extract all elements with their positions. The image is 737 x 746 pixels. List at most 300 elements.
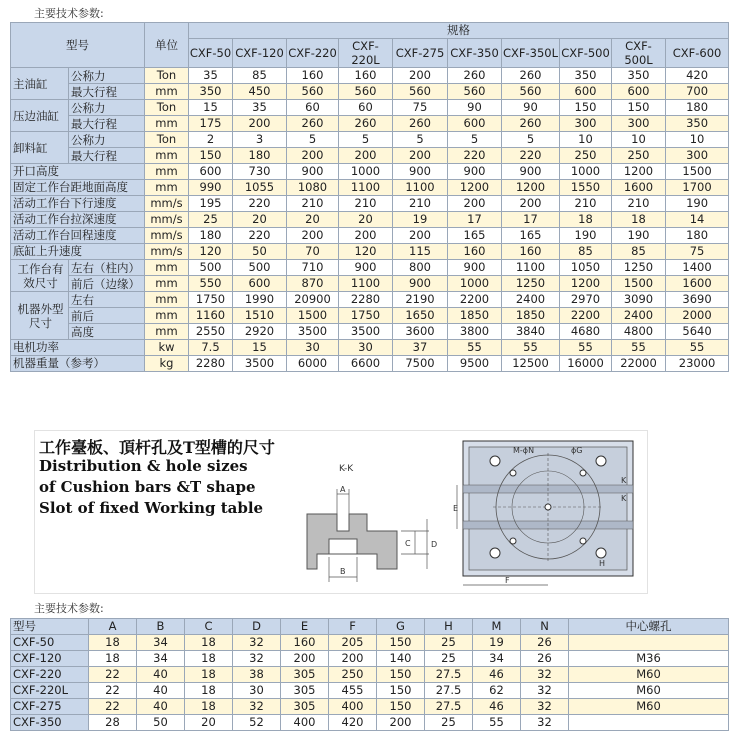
model-header: CXF-220L: [339, 39, 393, 68]
row-label: 固定工作台距地面高度: [11, 180, 145, 196]
value-cell: 1750: [189, 292, 233, 308]
value-cell: 3500: [287, 324, 339, 340]
value-cell: 260: [393, 116, 448, 132]
model-header: CXF-50: [189, 39, 233, 68]
value-cell: 210: [287, 196, 339, 212]
unit-cell: mm: [145, 164, 189, 180]
value-cell: 34: [137, 651, 185, 667]
value-cell: 5640: [666, 324, 729, 340]
value-cell: 55: [666, 340, 729, 356]
table-row: [11, 651, 729, 667]
value-cell: 1100: [339, 180, 393, 196]
value-cell: 40: [137, 683, 185, 699]
value-cell: 20: [233, 212, 287, 228]
unit-cell: mm: [145, 260, 189, 276]
value-cell: 120: [339, 244, 393, 260]
model-header: CXF-500: [560, 39, 612, 68]
unit-cell: mm: [145, 324, 189, 340]
value-cell: 1700: [666, 180, 729, 196]
value-cell: 700: [666, 84, 729, 100]
value-cell: M60: [569, 683, 729, 699]
value-cell: 2000: [666, 308, 729, 324]
value-cell: 200: [448, 196, 502, 212]
header-model: 型号: [11, 23, 145, 68]
value-cell: 305: [281, 667, 329, 683]
model-header: CXF-350: [448, 39, 502, 68]
value-cell: 710: [287, 260, 339, 276]
value-cell: 30: [339, 340, 393, 356]
value-cell: 55: [560, 340, 612, 356]
value-cell: 550: [189, 276, 233, 292]
label-e: E: [453, 504, 459, 513]
value-cell: 220: [502, 148, 560, 164]
table-row: [11, 635, 729, 651]
label-k-bottom: K: [621, 494, 627, 503]
value-cell: 46: [473, 667, 521, 683]
value-cell: 1100: [393, 180, 448, 196]
table-row: [11, 667, 729, 683]
value-cell: 18: [89, 651, 137, 667]
value-cell: 85: [233, 68, 287, 84]
column-header: G: [377, 619, 425, 635]
value-cell: [569, 635, 729, 651]
value-cell: 600: [189, 164, 233, 180]
value-cell: 220: [448, 148, 502, 164]
value-cell: 17: [448, 212, 502, 228]
value-cell: [569, 715, 729, 731]
table-row: [11, 260, 729, 276]
table-row: [11, 699, 729, 715]
value-cell: 19: [393, 212, 448, 228]
value-cell: 90: [502, 100, 560, 116]
value-cell: 160: [281, 635, 329, 651]
value-cell: 900: [339, 260, 393, 276]
value-cell: 1990: [233, 292, 287, 308]
value-cell: 1550: [560, 180, 612, 196]
row-label: 电机功率: [11, 340, 145, 356]
value-cell: 600: [612, 84, 666, 100]
value-cell: 26: [521, 635, 569, 651]
value-cell: 35: [233, 100, 287, 116]
value-cell: 2: [189, 132, 233, 148]
value-cell: 990: [189, 180, 233, 196]
value-cell: 18: [612, 212, 666, 228]
value-cell: 900: [448, 260, 502, 276]
value-cell: 7500: [393, 356, 448, 372]
unit-cell: Ton: [145, 132, 189, 148]
value-cell: 3: [233, 132, 287, 148]
value-cell: 18: [185, 699, 233, 715]
value-cell: 1100: [339, 276, 393, 292]
value-cell: 5: [502, 132, 560, 148]
value-cell: 12500: [502, 356, 560, 372]
value-cell: 500: [233, 260, 287, 276]
value-cell: 150: [377, 635, 425, 651]
value-cell: 220: [233, 228, 287, 244]
table-row: [11, 68, 729, 84]
unit-cell: mm/s: [145, 228, 189, 244]
value-cell: 560: [339, 84, 393, 100]
value-cell: 1750: [339, 308, 393, 324]
table-row: [11, 132, 729, 148]
row-label: 活动工作台回程速度: [11, 228, 145, 244]
value-cell: 18: [185, 683, 233, 699]
value-cell: 200: [502, 196, 560, 212]
value-cell: 16000: [560, 356, 612, 372]
dim-b: B: [340, 567, 346, 576]
value-cell: 150: [612, 100, 666, 116]
value-cell: 730: [233, 164, 287, 180]
value-cell: 3690: [666, 292, 729, 308]
row-label: 左右: [69, 292, 145, 308]
value-cell: 85: [612, 244, 666, 260]
value-cell: 200: [339, 228, 393, 244]
value-cell: 1250: [612, 260, 666, 276]
row-label: 公称力: [69, 132, 145, 148]
value-cell: 70: [287, 244, 339, 260]
value-cell: 560: [393, 84, 448, 100]
value-cell: 150: [560, 100, 612, 116]
drawing-title-en-3: Slot of fixed Working table: [39, 499, 264, 517]
value-cell: 560: [287, 84, 339, 100]
value-cell: 455: [329, 683, 377, 699]
value-cell: 30: [287, 340, 339, 356]
label-m-n: M-ϕN: [513, 446, 535, 455]
value-cell: 160: [287, 68, 339, 84]
unit-cell: Ton: [145, 100, 189, 116]
model-header: CXF-600: [666, 39, 729, 68]
value-cell: 25: [425, 635, 473, 651]
value-cell: 27.5: [425, 699, 473, 715]
unit-cell: Ton: [145, 68, 189, 84]
value-cell: 200: [393, 148, 448, 164]
unit-cell: mm/s: [145, 212, 189, 228]
value-cell: 180: [666, 100, 729, 116]
value-cell: 300: [560, 116, 612, 132]
value-cell: 25: [189, 212, 233, 228]
value-cell: 200: [393, 228, 448, 244]
value-cell: 2400: [612, 308, 666, 324]
value-cell: 15: [233, 340, 287, 356]
unit-cell: mm: [145, 276, 189, 292]
value-cell: 450: [233, 84, 287, 100]
value-cell: 46: [473, 699, 521, 715]
value-cell: 200: [281, 651, 329, 667]
dimension-table: [10, 618, 729, 731]
dim-a: A: [340, 485, 346, 494]
value-cell: 75: [666, 244, 729, 260]
value-cell: 420: [329, 715, 377, 731]
table-row: [11, 276, 729, 292]
value-cell: 26: [521, 651, 569, 667]
worktable-drawing: [34, 430, 648, 594]
value-cell: 3500: [339, 324, 393, 340]
value-cell: 2550: [189, 324, 233, 340]
value-cell: 34: [137, 635, 185, 651]
table-plan-diagram: [453, 433, 643, 593]
value-cell: 150: [377, 699, 425, 715]
value-cell: 1200: [560, 276, 612, 292]
value-cell: 2970: [560, 292, 612, 308]
value-cell: 150: [189, 148, 233, 164]
value-cell: 38: [233, 667, 281, 683]
value-cell: 1650: [393, 308, 448, 324]
label-h: H: [599, 559, 606, 568]
value-cell: 900: [502, 164, 560, 180]
value-cell: 250: [329, 667, 377, 683]
table-row: [11, 164, 729, 180]
value-cell: 34: [473, 651, 521, 667]
value-cell: 900: [448, 164, 502, 180]
table-row: [11, 100, 729, 116]
value-cell: 1850: [502, 308, 560, 324]
unit-cell: kg: [145, 356, 189, 372]
value-cell: 22: [89, 699, 137, 715]
value-cell: 180: [666, 228, 729, 244]
value-cell: 140: [377, 651, 425, 667]
value-cell: 32: [233, 651, 281, 667]
value-cell: 1500: [287, 308, 339, 324]
value-cell: 10: [560, 132, 612, 148]
value-cell: 37: [393, 340, 448, 356]
section2-title: 主要技术参数:: [34, 602, 104, 615]
value-cell: 5: [339, 132, 393, 148]
column-header: 型号: [11, 619, 89, 635]
value-cell: 4800: [612, 324, 666, 340]
model-cell: CXF-120: [11, 651, 89, 667]
value-cell: 115: [393, 244, 448, 260]
value-cell: 160: [502, 244, 560, 260]
table-row: [11, 196, 729, 212]
value-cell: 6000: [287, 356, 339, 372]
value-cell: 1500: [666, 164, 729, 180]
value-cell: 55: [612, 340, 666, 356]
row-label: 高度: [69, 324, 145, 340]
value-cell: 350: [666, 116, 729, 132]
value-cell: 18: [89, 635, 137, 651]
unit-cell: kw: [145, 340, 189, 356]
value-cell: 20: [339, 212, 393, 228]
value-cell: 3840: [502, 324, 560, 340]
row-label: 底缸上升速度: [11, 244, 145, 260]
value-cell: 220: [233, 196, 287, 212]
value-cell: 195: [189, 196, 233, 212]
value-cell: 15: [189, 100, 233, 116]
table-row: [11, 212, 729, 228]
header-spec: 规格: [189, 23, 729, 39]
value-cell: 160: [339, 68, 393, 84]
table-row: [11, 180, 729, 196]
group-label: 工作台有效尺寸: [11, 260, 69, 292]
model-cell: CXF-220: [11, 667, 89, 683]
value-cell: 40: [137, 699, 185, 715]
value-cell: 350: [189, 84, 233, 100]
value-cell: 60: [287, 100, 339, 116]
column-header: D: [233, 619, 281, 635]
value-cell: 600: [560, 84, 612, 100]
value-cell: 62: [473, 683, 521, 699]
value-cell: 800: [393, 260, 448, 276]
value-cell: 55: [448, 340, 502, 356]
unit-cell: mm: [145, 180, 189, 196]
unit-cell: mm: [145, 148, 189, 164]
row-label: 前后: [69, 308, 145, 324]
column-header: B: [137, 619, 185, 635]
model-header: CXF-500L: [612, 39, 666, 68]
value-cell: 2920: [233, 324, 287, 340]
value-cell: 420: [666, 68, 729, 84]
row-label: 最大行程: [69, 116, 145, 132]
value-cell: 1055: [233, 180, 287, 196]
table-row: [11, 228, 729, 244]
model-header: CXF-350L: [502, 39, 560, 68]
unit-cell: mm/s: [145, 244, 189, 260]
value-cell: 600: [448, 116, 502, 132]
dim-d: D: [431, 540, 438, 549]
column-header: E: [281, 619, 329, 635]
value-cell: 300: [612, 116, 666, 132]
value-cell: 55: [502, 340, 560, 356]
model-cell: CXF-50: [11, 635, 89, 651]
value-cell: 35: [189, 68, 233, 84]
value-cell: 1050: [560, 260, 612, 276]
model-header: CXF-220: [287, 39, 339, 68]
value-cell: 165: [448, 228, 502, 244]
row-label: 左右（柱内）: [69, 260, 145, 276]
value-cell: 560: [502, 84, 560, 100]
table-row: [11, 715, 729, 731]
value-cell: 3090: [612, 292, 666, 308]
table-row: [11, 292, 729, 308]
label-phi-g: ϕG: [571, 446, 583, 455]
value-cell: 870: [287, 276, 339, 292]
value-cell: 200: [329, 651, 377, 667]
table-row: [11, 683, 729, 699]
value-cell: 305: [281, 699, 329, 715]
value-cell: 20: [287, 212, 339, 228]
main-spec-table: [10, 22, 729, 372]
value-cell: 400: [281, 715, 329, 731]
value-cell: 210: [612, 196, 666, 212]
value-cell: 5: [287, 132, 339, 148]
value-cell: 1600: [612, 180, 666, 196]
model-cell: CXF-275: [11, 699, 89, 715]
value-cell: 400: [329, 699, 377, 715]
value-cell: 900: [287, 164, 339, 180]
table-row: [11, 340, 729, 356]
drawing-title-cn: 工作臺板、頂杆孔及T型槽的尺寸: [39, 438, 275, 457]
value-cell: 7.5: [189, 340, 233, 356]
label-f: F: [505, 576, 510, 585]
row-label: 活动工作台下行速度: [11, 196, 145, 212]
value-cell: 600: [233, 276, 287, 292]
value-cell: 180: [189, 228, 233, 244]
value-cell: 350: [612, 68, 666, 84]
value-cell: 900: [393, 276, 448, 292]
row-label: 前后（边缘）: [69, 276, 145, 292]
value-cell: 1200: [448, 180, 502, 196]
value-cell: 85: [560, 244, 612, 260]
table-row: [11, 116, 729, 132]
value-cell: 205: [329, 635, 377, 651]
table-row: [11, 308, 729, 324]
value-cell: 190: [612, 228, 666, 244]
value-cell: 260: [448, 68, 502, 84]
value-cell: 200: [377, 715, 425, 731]
model-header: CXF-120: [233, 39, 287, 68]
table-row: [11, 244, 729, 260]
value-cell: 25: [425, 715, 473, 731]
value-cell: 50: [233, 244, 287, 260]
group-label: 卸料缸: [11, 132, 69, 164]
value-cell: 160: [448, 244, 502, 260]
value-cell: 260: [502, 116, 560, 132]
header-row: [11, 23, 729, 39]
value-cell: 200: [393, 68, 448, 84]
value-cell: 1000: [560, 164, 612, 180]
row-label: 公称力: [69, 68, 145, 84]
value-cell: 2280: [189, 356, 233, 372]
value-cell: 1500: [612, 276, 666, 292]
column-header: F: [329, 619, 377, 635]
row-label: 最大行程: [69, 84, 145, 100]
value-cell: 60: [339, 100, 393, 116]
unit-cell: mm/s: [145, 196, 189, 212]
value-cell: 190: [560, 228, 612, 244]
model-cell: CXF-350: [11, 715, 89, 731]
row-label: 活动工作台拉深速度: [11, 212, 145, 228]
value-cell: 300: [666, 148, 729, 164]
value-cell: 260: [339, 116, 393, 132]
value-cell: 32: [521, 683, 569, 699]
value-cell: 210: [393, 196, 448, 212]
value-cell: 18: [560, 212, 612, 228]
value-cell: 18: [185, 651, 233, 667]
value-cell: 2190: [393, 292, 448, 308]
model-cell: CXF-220L: [11, 683, 89, 699]
group-label: 压边油缸: [11, 100, 69, 132]
value-cell: 250: [560, 148, 612, 164]
value-cell: 1600: [666, 276, 729, 292]
value-cell: 180: [233, 148, 287, 164]
value-cell: 6600: [339, 356, 393, 372]
value-cell: 52: [233, 715, 281, 731]
value-cell: 3600: [393, 324, 448, 340]
column-header: M: [473, 619, 521, 635]
value-cell: 22000: [612, 356, 666, 372]
value-cell: 250: [612, 148, 666, 164]
value-cell: 210: [560, 196, 612, 212]
value-cell: 55: [473, 715, 521, 731]
value-cell: 32: [233, 635, 281, 651]
dim-c: C: [405, 539, 411, 548]
value-cell: 10: [612, 132, 666, 148]
value-cell: 2280: [339, 292, 393, 308]
value-cell: 200: [233, 116, 287, 132]
value-cell: 5: [393, 132, 448, 148]
value-cell: 1510: [233, 308, 287, 324]
table-row: [11, 148, 729, 164]
value-cell: 30: [233, 683, 281, 699]
value-cell: 1000: [448, 276, 502, 292]
row-label: 公称力: [69, 100, 145, 116]
value-cell: 17: [502, 212, 560, 228]
value-cell: 1400: [666, 260, 729, 276]
value-cell: 3800: [448, 324, 502, 340]
value-cell: 2400: [502, 292, 560, 308]
value-cell: 19: [473, 635, 521, 651]
value-cell: 900: [393, 164, 448, 180]
